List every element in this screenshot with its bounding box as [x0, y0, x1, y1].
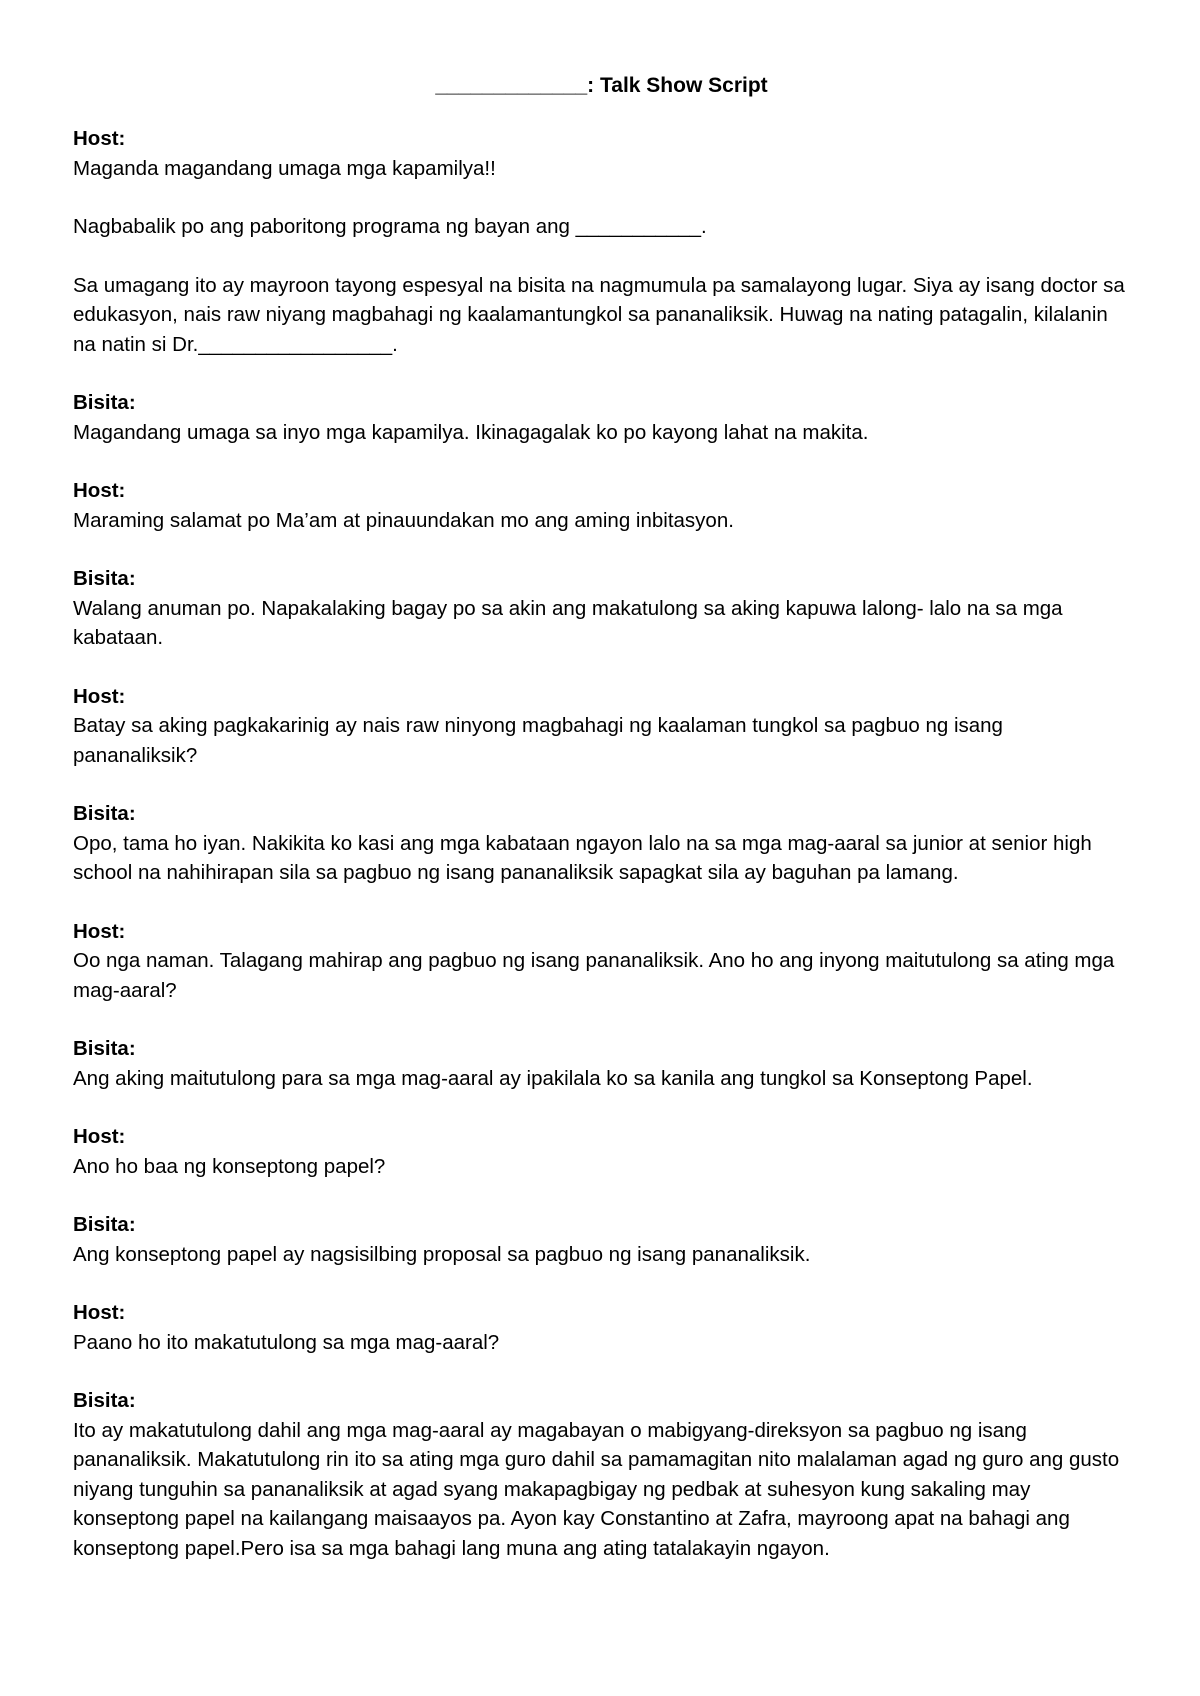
dialogue-line: Batay sa aking pagkakarinig ay nais raw ninyong magbahagi ng kaalaman tungkol sa pagbuo ng isang pananaliksik? — [73, 714, 1009, 767]
dialogue-line: Ito ay makatutulong dahil ang mga mag-aaral ay magabayan o mabigyang-direksyon sa pagbuo ng isang pananaliksik. Makatutulong rin ito sa ating mga guro dahil sa pamamagitan nito malalaman agad ng guro ang gusto niyang tunguhin sa pananaliksik at agad syang makapagbigay ng pedbak at suhesyon kung sakaling may konseptong papel na kailangang maisaayos pa. Ayon kay Constantino at Zafra, mayroong apat na bahagi ang konseptong papel.Pero isa sa mga bahagi lang muna ang ating tatalakayin ngayon. — [73, 1418, 1125, 1560]
dialogue-line: Paano ho ito makatutulong sa mga mag-aaral? — [73, 1330, 500, 1354]
speaker-label: Bisita: — [73, 1389, 136, 1412]
dialogue-line: Maraming salamat po Ma’am at pinauundakan mo ang aming inbitasyon. — [73, 508, 734, 532]
dialogue-block — [73, 917, 1130, 1006]
speaker-label: Bisita: — [73, 567, 136, 590]
speaker-label: Bisita: — [73, 802, 136, 825]
speaker-label: Bisita: — [73, 391, 136, 414]
dialogue-line: Oo nga naman. Talagang mahirap ang pagbuo ng isang pananaliksik. Ano ho ang inyong maitutulong sa ating mga mag-aaral? — [73, 949, 1121, 1002]
speaker-label: Host: — [73, 479, 126, 502]
dialogue-line: Ang aking maitutulong para sa mga mag-aaral ay ipakilala ko sa kanila ang tungkol sa Konseptong Papel. — [73, 1066, 1033, 1090]
dialogue-block — [73, 564, 1130, 653]
dialogue-line: Maganda magandang umaga mga kapamilya!! — [73, 156, 496, 180]
dialogue-block — [73, 682, 1130, 771]
dialogue-line: Walang anuman po. Napakalaking bagay po sa akin ang makatulong sa aking kapuwa lalong- lalo na sa mga kabataan. — [73, 596, 1069, 649]
dialogue-line: Magandang umaga sa inyo mga kapamilya. Ikinagagalak ko po kayong lahat na makita. — [73, 420, 869, 444]
dialogue-block — [73, 799, 1130, 888]
dialogue-line: Opo, tama ho iyan. Nakikita ko kasi ang mga kabataan ngayon lalo na sa mga mag-aaral sa junior at senior high school na nahihirapan sila sa pagbuo ng isang pananaliksik sapagkat sila ay baguhan pa lamang. — [73, 831, 1098, 884]
dialogue-block — [73, 1298, 1130, 1357]
dialogue-line: Sa umagang ito ay mayroon tayong espesyal na bisita na nagmumula pa samalayong lugar. Siya ay isang doctor sa edukasyon, nais raw niyang magbahagi ng kaalamantungkol sa pananaliksik. Huwag na nating patagalin, kilalanin na natin si Dr._________________. — [73, 273, 1131, 356]
dialogue-line: Nagbabalik po ang paboritong programa ng bayan ang ___________. — [73, 215, 707, 238]
dialogue-line: Ano ho baa ng konseptong papel? — [73, 1154, 386, 1178]
speaker-label: Bisita: — [73, 1213, 136, 1236]
dialogue-block — [73, 1210, 1130, 1269]
dialogue-line: Ang konseptong papel ay nagsisilbing proposal sa pagbuo ng isang pananaliksik. — [73, 1242, 811, 1266]
dialogue-block — [73, 476, 1130, 535]
speaker-label: Bisita: — [73, 1037, 136, 1060]
dialogue-block — [73, 124, 1130, 359]
script-body — [73, 124, 1130, 1563]
dialogue-block — [73, 1386, 1130, 1563]
speaker-label: Host: — [73, 127, 126, 150]
speaker-label: Host: — [73, 684, 126, 708]
document-title: _____________: Talk Show Script — [435, 74, 768, 97]
dialogue-block — [73, 1122, 1130, 1181]
speaker-label: Host: — [73, 1125, 126, 1148]
dialogue-block — [73, 1034, 1130, 1093]
dialogue-block — [73, 388, 1130, 447]
speaker-label: Host: — [73, 1301, 126, 1324]
speaker-label: Host: — [73, 919, 126, 943]
